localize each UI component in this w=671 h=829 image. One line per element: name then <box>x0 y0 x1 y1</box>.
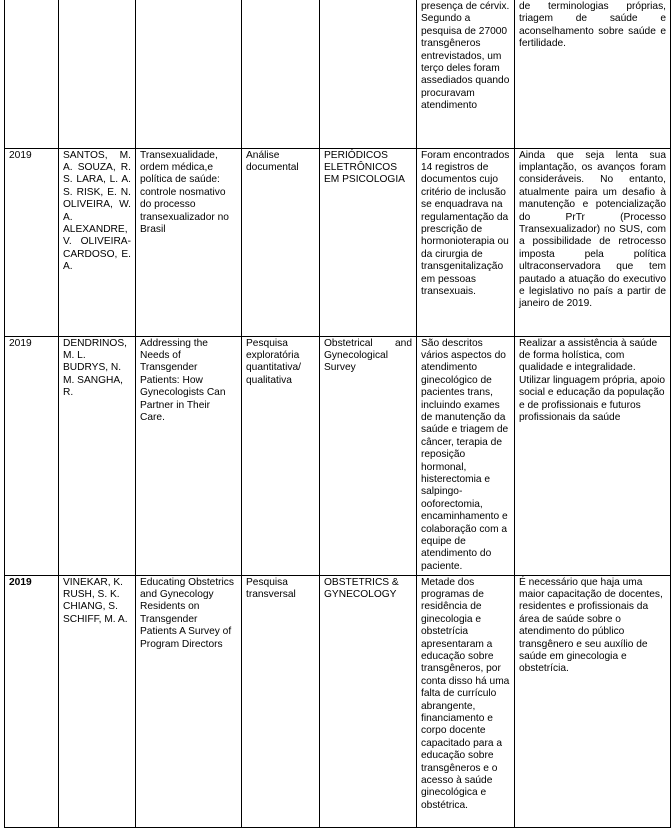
cell-conclusao: É necessário que haja uma maior capacitação de docentes, residentes e profissionais da área de saúde sobre o atendimento do público transgênero e seu auxílio de saúde em ginecologia e obstetrícia. <box>515 575 671 827</box>
cell-metodo: Análise documental <box>242 148 320 336</box>
cell-ano: 2019 <box>5 336 59 575</box>
cell-resultado: Metade dos programas de residência de ginecologia e obstetrícia apresentaram a educação sobre transgêneros, por conta disso há uma falta de currículo abrangente, financiamento e corpo docente capacitado para a educação sobre transgêneros e o acesso à saúde ginecológica e obstétrica. <box>417 575 515 827</box>
cell-ano: 2019 <box>5 148 59 336</box>
cell-autores <box>59 0 136 148</box>
cell-metodo <box>242 0 320 148</box>
table-row <box>5 148 671 336</box>
cell-titulo: Addressing the Needs of Transgender Patients: How Gynecologists Can Partner in Their Care. <box>136 336 242 575</box>
cell-autores: VINEKAR, K. RUSH, S. K. CHIANG, S. SCHIFF, M. A. <box>59 575 136 827</box>
table-row <box>5 575 671 827</box>
cell-resultado: presença de cérvix. Segundo a pesquisa de 27000 transgêneros entrevistados, um terço deles foram assediados quando procuravam atendimento <box>417 0 515 148</box>
cell-periodico: Obstetrical and Gynecological Survey <box>320 336 417 575</box>
cell-titulo: Transexualidade, ordem médica,e política de saúde: controle nosmativo do processo transexualizador no Brasil <box>136 148 242 336</box>
cell-resultado: São descritos vários aspectos do atendimento ginecológico de pacientes trans, incluindo exames de manutenção da saúde e triagem de câncer, terapia de reposição hormonal, histerectomia e salpingo-ooforectomia, encaminhamento e colaboração com a equipe de atendimento do paciente. <box>417 336 515 575</box>
cell-metodo: Pesquisa transversal <box>242 575 320 827</box>
table-row-continued <box>5 0 671 148</box>
cell-autores: SANTOS, M. A. SOUZA, R. S. LARA, L. A. S. RISK, E. N. OLIVEIRA, W. A. ALEXANDRE, V. OLIVEIRA-CARDOSO, E. A. <box>59 148 136 336</box>
cell-autores: DENDRINOS, M. L. BUDRYS, N. M. SANGHA, R. <box>59 336 136 575</box>
cell-conclusao: de terminologias próprias, triagem de saúde e aconselhamento sobre saúde e fertilidade. <box>515 0 671 148</box>
cell-periodico: PERIÓDICOS ELETRÔNICOS EM PSICOLOGIA <box>320 148 417 336</box>
table-row <box>5 336 671 575</box>
cell-metodo: Pesquisa exploratória quantitativa/ qualitativa <box>242 336 320 575</box>
cell-titulo: Educating Obstetrics and Gynecology Residents on Transgender Patients A Survey of Program Directors <box>136 575 242 827</box>
cell-periodico: OBSTETRICS & GYNECOLOGY <box>320 575 417 827</box>
cell-ano <box>5 0 59 148</box>
cell-ano: 2019 <box>5 575 59 827</box>
cell-conclusao: Ainda que seja lenta sua implantação, os avanços foram consideráveis. No entanto, atualmente paira um desafio à manutenção e potencialização do PrTr (Processo Transexualizador) no SUS, com a possibilidade de retrocesso imposta pela política ultraconservadora que tem pautado a atuação do executivo e legislativo no país a partir de janeiro de 2019. <box>515 148 671 336</box>
cell-titulo <box>136 0 242 148</box>
literature-review-table <box>4 0 671 828</box>
cell-periodico <box>320 0 417 148</box>
cell-conclusao: Realizar a assistência à saúde de forma holística, com qualidade e integralidade. Utilizar linguagem própria, apoio social e educação da população e de profissionais e futuros profissionais da saúde <box>515 336 671 575</box>
cell-resultado: Foram encontrados 14 registros de documentos cujo critério de inclusão se enquadrava na regulamentação da prescrição de hormonioterapia ou da cirurgia de transgenitalização em pessoas transexuais. <box>417 148 515 336</box>
